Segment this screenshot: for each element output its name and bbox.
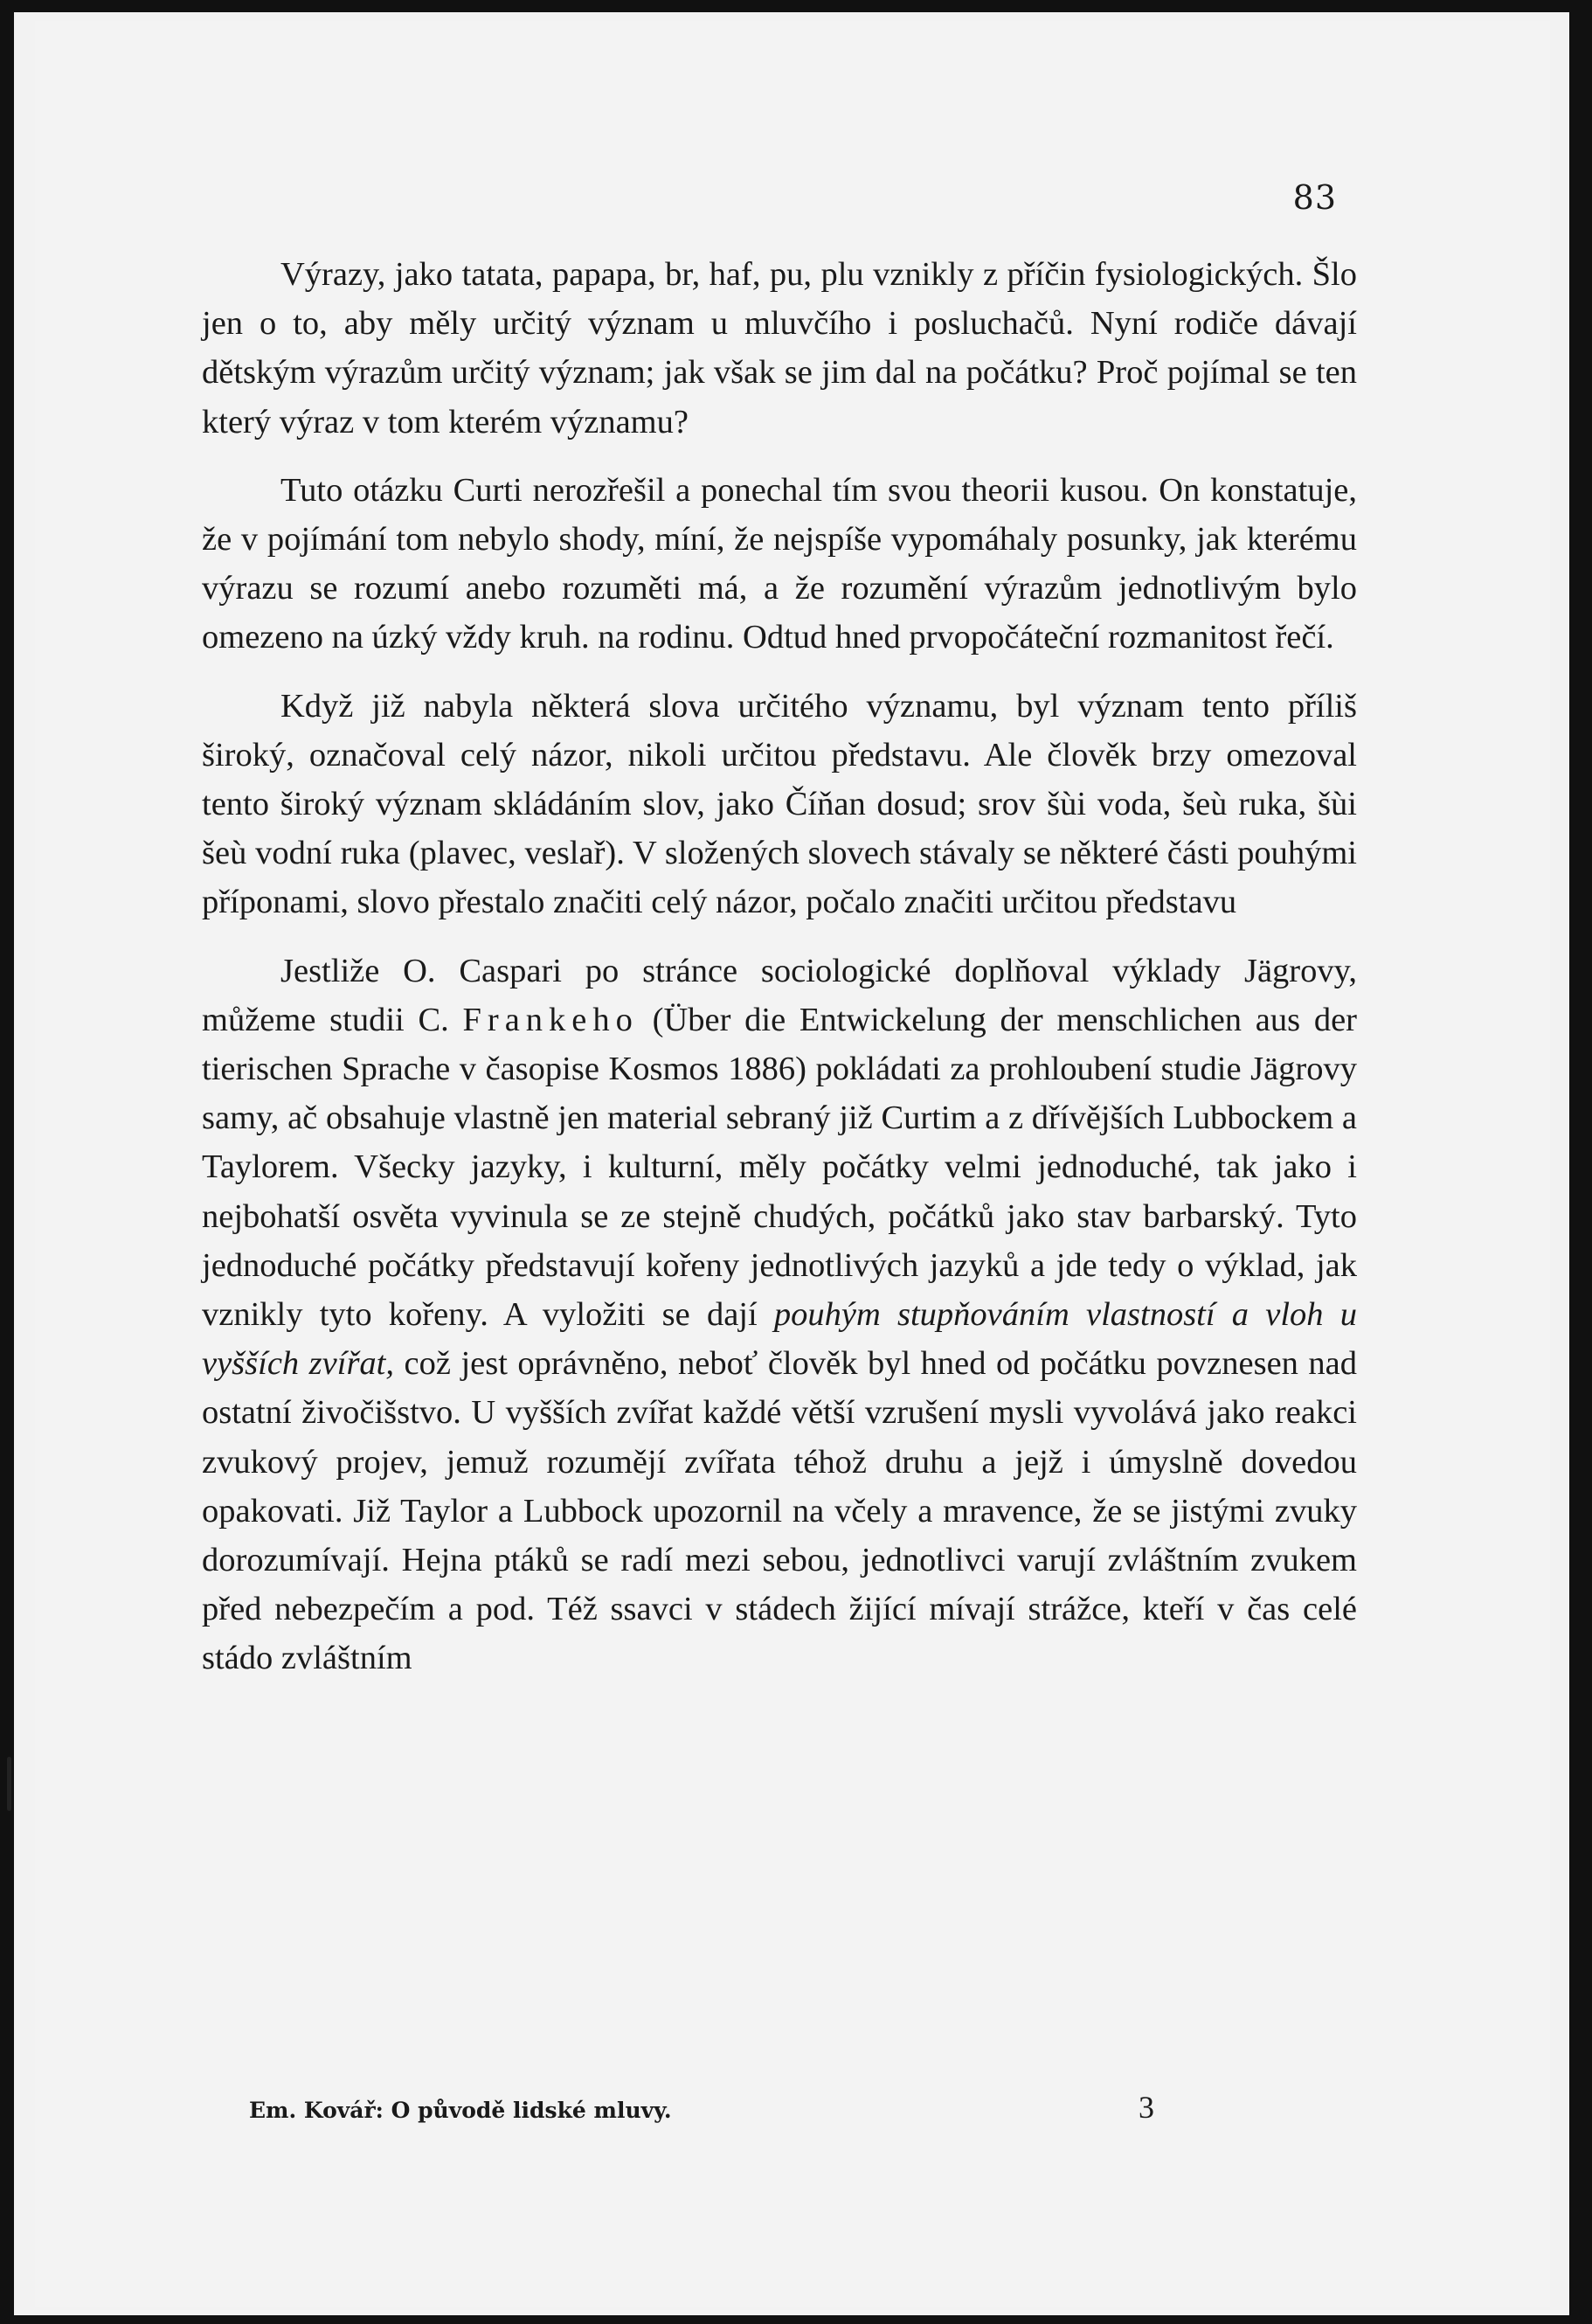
paragraph-3-text: Když již nabyla některá slova určitého významu, byl význam tento příliš široký, označoval celý názor, nikoli určitou představu. Ale člověk brzy omezoval tento široký význam skládáním slov, jako Číňan dosud; srov šùi voda, šeù ruka, šùi šeù vodní ruka (plavec, veslař). V složených slovech stávaly se některé části pouhými příponami, slovo přestalo značiti celý názor, počalo značiti určitou představu bbox=[202, 687, 1357, 921]
footer-author-title: Em. Kovář: O původě lidské mluvy. bbox=[249, 2098, 672, 2123]
paragraph-4-spaced-name: Frankeho bbox=[462, 1001, 639, 1038]
paragraph-2 bbox=[202, 466, 1357, 663]
paragraph-3 bbox=[202, 682, 1357, 927]
paragraph-1-text: Výrazy, jako tatata, papapa, br, haf, pu, plu vznikly z příčin fysiologických. Šlo jen o to, aby měly určitý význam u mluvčího i posluchačů. Nyní rodiče dávají dětským výrazům určitý význam; jak však se jim dal na počátku? Proč pojímal se ten který výraz v tom kterém významu? bbox=[202, 256, 1357, 441]
paragraph-4-text-c: což jest oprávněno, neboť člověk byl hned od počátku povznesen nad ostatní živočišstvo. U vyšších zvířat každé větší vzrušení mysli vyvolává jako reakci zvukový projev, jemuž rozumějí zvířata téhož druhu a jejž i úmyslně dovedou opakovati. Již Taylor a Lubbock upozornil na včely a mravence, že se jistými zvuky dorozumívají. Hejna ptáků se radí mezi sebou, jednotlivci varují zvláštním zvukem před nebezpečím a pod. Též ssavci v stádech žijící mívají strážce, kteří v čas celé stádo zvláštním bbox=[202, 1345, 1358, 1677]
paragraph-1 bbox=[202, 250, 1357, 447]
paragraph-4 bbox=[202, 947, 1357, 1683]
page-number: 83 bbox=[1292, 178, 1337, 217]
book-page bbox=[35, 21, 1550, 2307]
paragraph-4-text-a: Jestliže O. Caspari po stránce sociologické doplňoval výklady Jägrovy, můžeme studii C. bbox=[202, 952, 1357, 1038]
paragraph-4-text-b: (Über die Entwickelung der menschlichen aus der tierischen Sprache v časopise Kosmos 1886) pokládati za prohloubení studie Jägrovy samy, ač obsahuje vlastně jen material sebraný již Curtim a z dřívějších Lubbockem a Taylorem. Všecky jazyky, i kulturní, měly počátky velmi jednoduché, tak jako i nejbohatší osvěta vyvinula se ze stejně chudých, počátků jako stav barbarský. Tyto jednoduché počátky představují kořeny jednotlivých jazyků a jde tedy o výklad, jak vznikly tyto kořeny. A vyložiti se dají bbox=[202, 1001, 1357, 1334]
body-text bbox=[202, 250, 1357, 1683]
paragraph-4-italic-phrase: pouhým stupňováním vlastností a vloh u vyšších zvířat, bbox=[202, 1296, 1357, 1383]
footer-signature: 3 bbox=[1139, 2090, 1154, 2125]
paragraph-2-text: Tuto otázku Curti nerozřešil a ponechal tím svou theorii kusou. On konstatuje, že v pojímání tom nebylo shody, míní, že nejspíše vypomáhaly posunky, jak kterému výrazu se rozumí anebo rozuměti má, a že rozumění výrazům jednotlivým bylo omezeno na úzký vždy kruh. na rodinu. Odtud hned prvopočáteční rozmanitost řečí. bbox=[202, 471, 1357, 656]
margin-mark bbox=[7, 1757, 11, 1811]
